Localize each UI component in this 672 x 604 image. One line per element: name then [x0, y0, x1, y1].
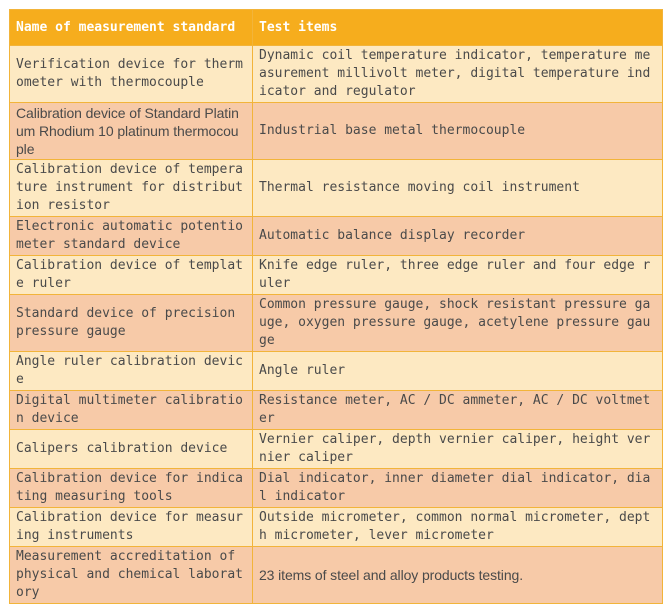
standard-name-cell: Measurement accreditation of physical and chemical laboratory	[10, 547, 253, 604]
table-row	[10, 547, 663, 604]
standard-name-cell: Electronic automatic potentiometer standard device	[10, 217, 253, 256]
table-row	[10, 430, 663, 469]
table-row	[10, 295, 663, 352]
header-standard-name: Name of measurement standard	[10, 10, 253, 46]
table-row	[10, 469, 663, 508]
table-row	[10, 256, 663, 295]
test-items-cell: Knife edge ruler, three edge ruler and four edge ruler	[253, 256, 663, 295]
table-row	[10, 160, 663, 217]
test-items-cell: Outside micrometer, common normal micrometer, depth micrometer, lever micrometer	[253, 508, 663, 547]
table-row	[10, 46, 663, 103]
table-row	[10, 103, 663, 160]
standard-name-cell: Calibration device of template ruler	[10, 256, 253, 295]
standard-name-cell: Verification device for thermometer with thermocouple	[10, 46, 253, 103]
standard-name-cell: Digital multimeter calibration device	[10, 391, 253, 430]
measurement-standards-table	[9, 9, 663, 604]
standard-name-cell: Standard device of precision pressure gauge	[10, 295, 253, 352]
standard-name-cell: Calibration device for measuring instruments	[10, 508, 253, 547]
measurement-standards-table-container	[9, 9, 663, 604]
standard-name-cell: Calibration device for indicating measuring tools	[10, 469, 253, 508]
test-items-cell: Thermal resistance moving coil instrument	[253, 160, 663, 217]
table-row	[10, 217, 663, 256]
table-header-row	[10, 10, 663, 46]
standard-name-cell: Angle ruler calibration device	[10, 352, 253, 391]
standard-name-cell: Calibration device of temperature instrument for distribution resistor	[10, 160, 253, 217]
test-items-cell: Angle ruler	[253, 352, 663, 391]
test-items-cell: Vernier caliper, depth vernier caliper, height vernier caliper	[253, 430, 663, 469]
test-items-cell: Automatic balance display recorder	[253, 217, 663, 256]
test-items-cell: Dial indicator, inner diameter dial indicator, dial indicator	[253, 469, 663, 508]
test-items-cell: 23 items of steel and alloy products testing.	[253, 547, 663, 604]
table-row	[10, 508, 663, 547]
test-items-cell: Dynamic coil temperature indicator, temperature measurement millivolt meter, digital temperature indicator and regulator	[253, 46, 663, 103]
standard-name-cell: Calibration device of Standard Platinum Rhodium 10 platinum thermocouple	[10, 103, 253, 160]
test-items-cell: Resistance meter, AC / DC ammeter, AC / DC voltmeter	[253, 391, 663, 430]
test-items-cell: Common pressure gauge, shock resistant pressure gauge, oxygen pressure gauge, acetylene pressure gauge	[253, 295, 663, 352]
table-row	[10, 391, 663, 430]
test-items-cell: Industrial base metal thermocouple	[253, 103, 663, 160]
table-row	[10, 352, 663, 391]
header-test-items: Test items	[253, 10, 663, 46]
standard-name-cell: Calipers calibration device	[10, 430, 253, 469]
